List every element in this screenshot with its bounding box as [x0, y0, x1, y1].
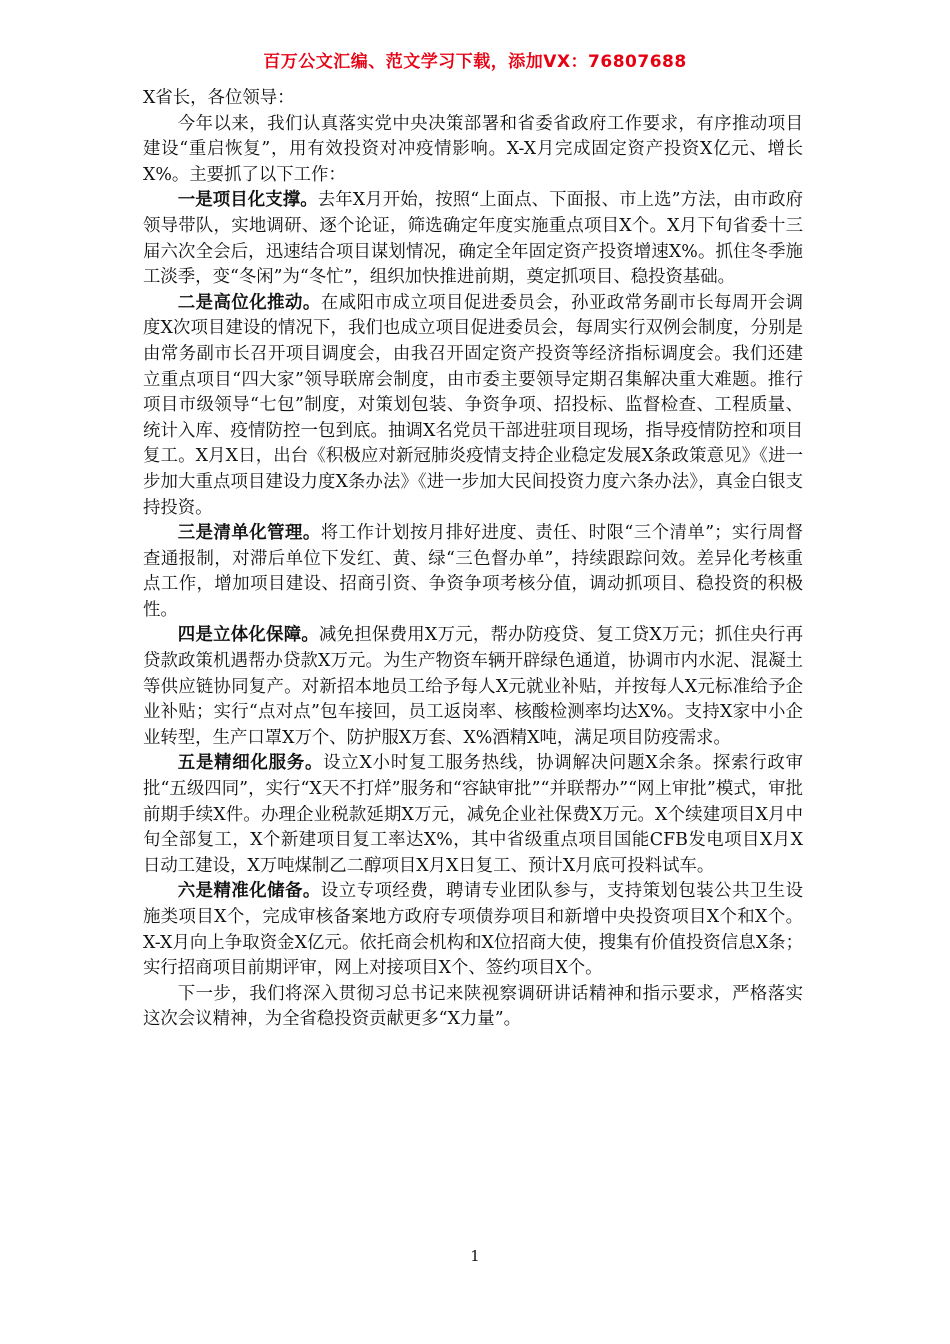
section-paragraph-6 — [143, 879, 803, 981]
watermark-header: 百万公文汇编、范文学习下载，添加VX：76807688 — [263, 52, 687, 72]
section-paragraph-1 — [143, 188, 803, 290]
section-text: 将工作计划按月排好进度、责任、时限“三个清单”；实行周督查通报制，对滞后单位下发红、黄、绿“三色督办单”，持续跟踪问效。差异化考核重点工作，增加项目建设、招商引资、争资争项考核分值，调动抓项目、稳投资的积极性。 — [143, 523, 803, 620]
document-body — [143, 86, 803, 1033]
section-lead: 三是清单化管理。 — [177, 523, 321, 544]
section-lead: 二是高位化推动。 — [177, 292, 321, 313]
intro-paragraph: 今年以来，我们认真落实党中央决策部署和省委省政府工作要求，有序推动项目建设“重启恢复”，用有效投资对冲疫情影响。X-X月完成固定资产投资X亿元、增长X%。主要抓了以下工作： — [143, 113, 803, 185]
section-text: 设立X小时复工服务热线，协调解决问题X余条。探索行政审批“五级四同”，实行“X天不打烊”服务和“容缺审批”“并联帮办”“网上审批”模式，审批前期手续X件。办理企业税款延期X万元，减免企业社保费X万元。X个续建项目X月中旬全部复工，X个新建项目复工率达X%，其中省级重点项目国能CFB发电项目X月X日动工建设，X万吨煤制乙二醇项目X月X日复工、预计X月底可投料试车。 — [143, 753, 803, 876]
section-paragraph-2 — [143, 291, 803, 521]
page-number: 1 — [470, 1247, 480, 1265]
section-text: 减免担保费用X万元，帮办防疫贷、复工贷X万元；抓住央行再贷款政策机遇帮办贷款X万元。为生产物资车辆开辟绿色通道，协调市内水泥、混凝土等供应链协同复产。对新招本地员工给予每人X元就业补贴，并按每人X元标准给予企业补贴；实行“点对点”包车接回，员工返岗率、核酸检测率均达X%。支持X家中小企业转型，生产口罩X万个、防护服X万套、X%酒精X吨，满足项目防疫需求。 — [143, 625, 803, 748]
section-paragraph-4 — [143, 623, 803, 751]
section-text: 去年X月开始，按照“上面点、下面报、市上选”方法，由市政府领导带队，实地调研、逐个论证，筛选确定年度实施重点项目X个。X月下旬省委十三届六次全会后，迅速结合项目谋划情况，确定全年固定资产投资增速X%。抓住冬季施工淡季，变“冬闲”为“冬忙”，组织加快推进前期，奠定抓项目、稳投资基础。 — [143, 190, 803, 288]
section-text: 在咸阳市成立项目促进委员会，孙亚政常务副市长每周开会调度X次项目建设的情况下，我们也成立项目促进委员会，每周实行双例会制度，分别是由常务副市长召开项目调度会，由我召开固定资产投资等经济指标调度会。我们还建立重点项目“四大家”领导联席会制度，由市委主要领导定期召集解决重大难题。推行项目市级领导“七包”制度，对策划包装、争资争项、招投标、监督检查、工程质量、统计入库、疫情防控一包到底。抽调X名党员干部进驻项目现场，指导疫情防控和项目复工。X月X日，出台《积极应对新冠肺炎疫情支持企业稳定发展X条政策意见》《进一步加大重点项目建设力度X条办法》《进一步加大民间投资力度六条办法》，真金白银支持投资。 — [143, 292, 803, 518]
section-lead: 四是立体化保障。 — [177, 625, 320, 646]
section-text: 设立专项经费，聘请专业团队参与，支持策划包装公共卫生设施类项目X个，完成审核备案地方政府专项债券项目和新增中央投资项目X个和X个。X-X月向上争取资金X亿元。依托商会机构和X位招商大使，搜集有价值投资信息X条；实行招商项目前期评审，网上对接项目X个、签约项目X个。 — [143, 881, 803, 979]
section-lead: 六是精准化储备。 — [177, 881, 321, 902]
section-paragraph-5 — [143, 751, 803, 879]
section-lead: 一是项目化支撑。 — [177, 190, 318, 211]
section-lead: 五是精细化服务。 — [177, 753, 324, 774]
salutation: X省长，各位领导： — [143, 88, 295, 108]
closing-paragraph: 下一步，我们将深入贯彻习总书记来陕视察调研讲话精神和指示要求，严格落实这次会议精神，为全省稳投资贡献更多“X力量”。 — [143, 983, 803, 1030]
section-paragraph-3 — [143, 521, 803, 623]
